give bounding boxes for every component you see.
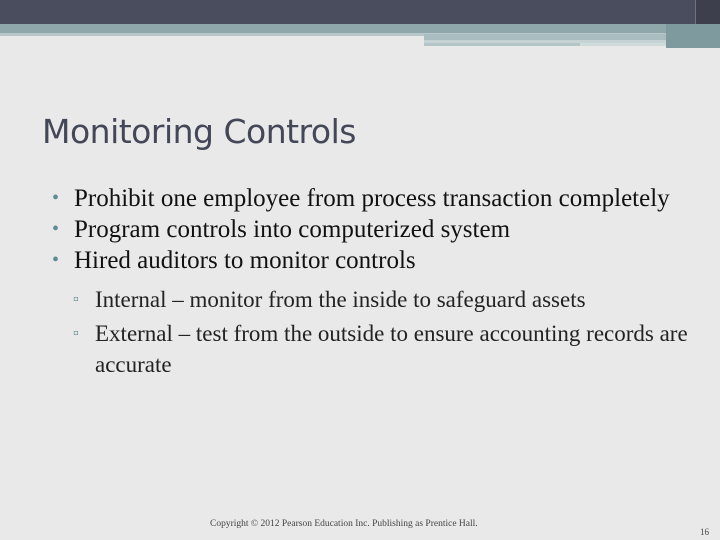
bullet-item <box>52 245 692 276</box>
sub-bullet-item <box>73 318 692 381</box>
header-band-corner <box>696 0 720 24</box>
copyright-footer: Copyright © 2012 Pearson Education Inc. Publishing as Prentice Hall. <box>210 519 478 529</box>
slide-title: Monitoring Controls <box>42 112 356 151</box>
sub-bullet-item <box>73 284 692 316</box>
bullet-text: Hired auditors to monitor controls <box>74 247 416 274</box>
header-band-step <box>580 43 666 46</box>
bullet-marker: • <box>52 249 60 271</box>
bullet-item <box>52 183 692 214</box>
page-number: 16 <box>700 527 709 537</box>
bullet-marker: • <box>52 187 60 209</box>
bullet-marker: • <box>52 218 60 240</box>
sub-bullet-marker: ▫ <box>73 324 79 342</box>
header-band-dark <box>0 0 720 24</box>
sub-bullet-text: Internal – monitor from the inside to safeguard assets <box>95 287 586 312</box>
sub-bullet-marker: ▫ <box>73 291 79 308</box>
bullet-item <box>52 214 692 245</box>
slide-body <box>52 183 692 381</box>
bullet-text: Prohibit one employee from process transaction completely <box>74 185 670 212</box>
header-band-teal-corner <box>666 24 720 48</box>
sub-bullet-text: External – test from the outside to ensure accounting records are accurate <box>95 320 688 377</box>
bullet-text: Program controls into computerized system <box>74 216 511 243</box>
header-band-step <box>424 43 580 46</box>
